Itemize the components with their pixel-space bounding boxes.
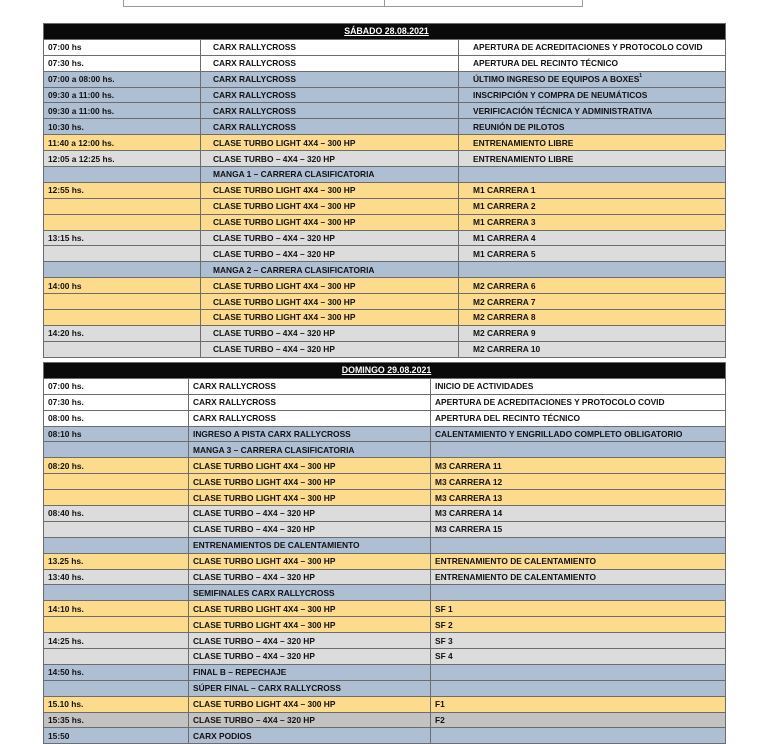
time-cell [44,294,201,310]
class-cell-text: CLASE TURBO LIGHT 4X4 – 300 HP [213,217,356,228]
event-cell-text: SF 1 [435,603,453,614]
day-header-row [44,24,726,40]
event-cell-text: APERTURA DE ACREDITACIONES Y PROTOCOLO COVID [473,42,703,53]
class-cell [189,458,431,474]
class-cell [189,728,431,744]
event-cell [431,458,726,474]
schedule-row [44,214,726,230]
class-cell [201,294,459,310]
event-cell-text: M2 CARRERA 6 [473,280,536,291]
event-cell [431,394,726,410]
event-cell [459,341,726,357]
class-cell-text: INGRESO A PISTA CARX RALLYCROSS [193,429,351,439]
event-cell-text: M1 CARRERA 1 [473,185,536,196]
schedule-row [44,537,726,553]
schedule-row [44,649,726,665]
sunday-schedule-table [43,362,726,744]
event-cell [459,246,726,262]
time-cell-text: 11:40 a 12:00 hs. [48,137,115,148]
time-cell [44,103,201,119]
time-cell [44,410,189,426]
time-cell-text: 13:40 hs. [48,572,84,583]
event-cell-text: M3 CARRERA 12 [435,476,503,487]
class-cell [189,696,431,712]
event-cell-text: F2 [435,715,445,726]
schedule-row [44,553,726,569]
class-cell-text: CLASE TURBO – 4X4 – 320 HP [193,715,315,726]
time-cell [44,617,189,633]
event-cell [459,151,726,167]
schedule-row [44,198,726,214]
class-cell-text: CARX RALLYCROSS [193,381,276,392]
time-cell [44,135,201,151]
time-cell-text: 14:25 hs. [48,635,84,646]
class-cell-text: CLASE TURBO – 4X4 – 320 HP [213,328,335,339]
class-cell [189,664,431,680]
class-cell-text: SEMIFINALES CARX RALLYCROSS [193,587,335,598]
event-cell-text: CALENTAMIENTO Y ENGRILLADO COMPLETO OBLIGATORIO [435,429,683,439]
schedule-row [44,55,726,71]
saturday-schedule-table [43,23,726,358]
class-cell [201,198,459,214]
class-cell-text: CLASE TURBO LIGHT 4X4 – 300 HP [193,556,336,567]
time-cell [44,728,189,744]
class-cell-text: CLASE TURBO LIGHT 4X4 – 300 HP [213,296,356,307]
class-cell-text: CLASE TURBO LIGHT 4X4 – 300 HP [193,619,336,630]
schedule-row [44,151,726,167]
schedule-row [44,341,726,357]
class-cell-text: CLASE TURBO LIGHT 4X4 – 300 HP [213,201,356,212]
time-cell [44,537,189,553]
event-cell [431,585,726,601]
schedule-row [44,71,726,87]
day-title: DOMINGO 29.08.2021 [44,363,726,379]
time-cell-text: 14:00 hs [48,280,82,291]
class-cell-text: MANGA 2 – CARRERA CLASIFICATORIA [213,264,375,275]
time-cell [44,506,189,522]
class-cell [189,585,431,601]
time-cell [44,119,201,135]
class-cell-text: CLASE TURBO – 4X4 – 320 HP [193,635,315,646]
event-cell [431,490,726,506]
time-cell [44,569,189,585]
class-cell [189,474,431,490]
schedule-row [44,262,726,278]
schedule-row [44,458,726,474]
class-cell-text: MANGA 1 – CARRERA CLASIFICATORIA [213,169,375,180]
time-cell [44,198,201,214]
schedule-row [44,585,726,601]
event-cell-text: M3 CARRERA 14 [435,508,503,519]
time-cell [44,442,189,458]
schedule-row [44,680,726,696]
event-cell-text: INSCRIPCIÓN Y COMPRA DE NEUMÁTICOS [473,90,648,100]
time-cell-text: 08:10 hs [48,429,82,439]
event-cell [431,696,726,712]
event-cell [459,103,726,119]
class-cell-text: CLASE TURBO LIGHT 4X4 – 300 HP [193,492,336,503]
schedule-row [44,394,726,410]
time-cell [44,601,189,617]
time-cell-text: 14:10 hs. [48,603,84,614]
schedule-row [44,278,726,294]
event-cell [431,474,726,490]
event-cell [431,680,726,696]
schedule-row [44,310,726,326]
schedule-row [44,617,726,633]
class-cell-text: CLASE TURBO LIGHT 4X4 – 300 HP [213,280,356,291]
class-cell-text: CLASE TURBO – 4X4 – 320 HP [193,508,315,519]
class-cell-text: CARX RALLYCROSS [213,90,296,100]
time-cell-text: 07:00 hs. [48,381,84,392]
class-cell-text: CLASE TURBO LIGHT 4X4 – 300 HP [213,137,356,148]
time-cell [44,230,201,246]
class-cell [201,310,459,326]
time-cell [44,151,201,167]
schedule-row [44,490,726,506]
event-cell-text: M3 CARRERA 13 [435,492,503,503]
event-cell [431,521,726,537]
class-cell [201,87,459,103]
time-cell-text: 07:00 a 08:00 hs. [48,74,115,85]
event-cell [431,537,726,553]
time-cell [44,426,189,442]
class-cell [201,278,459,294]
event-cell-text: ENTRENAMIENTO LIBRE [473,137,574,148]
time-cell [44,55,201,71]
schedule-row [44,569,726,585]
time-cell [44,262,201,278]
event-cell [431,728,726,744]
time-cell-text: 08:00 hs. [48,413,84,424]
class-cell [189,649,431,665]
class-cell [189,521,431,537]
event-cell [459,262,726,278]
class-cell-text: CARX RALLYCROSS [213,121,296,132]
event-cell [431,633,726,649]
event-cell [459,135,726,151]
time-cell-text: 15.10 hs. [48,699,84,710]
class-cell-text: CLASE TURBO – 4X4 – 320 HP [193,572,315,583]
event-cell [431,617,726,633]
class-cell [201,103,459,119]
schedule-row [44,325,726,341]
event-cell [431,664,726,680]
time-cell [44,246,201,262]
time-cell-text: 07:00 hs [48,42,82,53]
schedule-row [44,712,726,728]
class-cell [201,151,459,167]
schedule-row [44,521,726,537]
class-cell-text: CLASE TURBO – 4X4 – 320 HP [193,651,315,662]
event-cell [431,649,726,665]
class-cell-text: CLASE TURBO – 4X4 – 320 HP [193,524,315,535]
time-cell [44,474,189,490]
event-cell [459,119,726,135]
schedule-row [44,246,726,262]
time-cell [44,182,201,198]
footnote-marker: 1 [639,73,643,80]
time-cell [44,664,189,680]
event-cell [431,426,726,442]
event-cell [459,39,726,55]
class-cell-text: MANGA 3 – CARRERA CLASIFICATORIA [193,444,355,455]
schedule-row [44,167,726,183]
class-cell-text: CLASE TURBO LIGHT 4X4 – 300 HP [213,312,356,323]
schedule-row [44,696,726,712]
class-cell [201,262,459,278]
event-cell [431,569,726,585]
event-cell-text: M1 CARRERA 5 [473,248,536,259]
class-cell-text: CLASE TURBO LIGHT 4X4 – 300 HP [193,603,336,614]
class-cell [201,182,459,198]
event-cell [431,442,726,458]
schedule-row [44,378,726,394]
event-cell [431,712,726,728]
schedule-row [44,119,726,135]
day-header-row [44,363,726,379]
schedule-row [44,633,726,649]
time-cell-text: 12:55 hs. [48,185,84,196]
class-cell-text: CARX PODIOS [193,730,252,741]
time-cell [44,680,189,696]
event-cell-text: REUNIÓN DE PILOTOS [473,121,565,132]
event-cell-text: M2 CARRERA 10 [473,344,541,355]
time-cell [44,696,189,712]
time-cell [44,378,189,394]
schedule-row [44,182,726,198]
event-cell-text: SF 3 [435,635,453,646]
event-cell [431,553,726,569]
schedule-row [44,664,726,680]
class-cell-text: CLASE TURBO – 4X4 – 320 HP [213,248,335,259]
schedule-row [44,39,726,55]
time-cell-text: 14:50 hs. [48,667,84,678]
event-cell-text: M2 CARRERA 9 [473,328,536,339]
class-cell-text: CLASE TURBO LIGHT 4X4 – 300 HP [193,476,336,487]
time-cell [44,325,201,341]
event-cell-text: ENTRENAMIENTO DE CALENTAMIENTO [435,572,596,583]
time-cell [44,521,189,537]
class-cell [189,506,431,522]
schedule-row [44,87,726,103]
event-cell [431,506,726,522]
time-cell-text: 08:40 hs. [48,508,84,519]
event-cell [431,378,726,394]
event-cell-text: F1 [435,699,445,710]
time-cell-text: 13.25 hs. [48,556,84,567]
class-cell-text: CLASE TURBO – 4X4 – 320 HP [213,233,335,244]
event-cell-text: INICIO DE ACTIVIDADES [435,381,534,392]
event-cell [431,410,726,426]
event-cell [459,294,726,310]
event-cell-text: ENTRENAMIENTO DE CALENTAMIENTO [435,556,596,567]
class-cell [189,410,431,426]
event-cell [459,167,726,183]
class-cell [201,55,459,71]
time-cell [44,278,201,294]
schedule-row [44,135,726,151]
event-cell [459,182,726,198]
event-cell [459,87,726,103]
class-cell-text: FINAL B – REPECHAJE [193,667,287,678]
time-cell [44,394,189,410]
class-cell-text: CLASE TURBO LIGHT 4X4 – 300 HP [213,185,356,196]
time-cell [44,490,189,506]
time-cell-text: 12:05 a 12:25 hs. [48,153,115,164]
class-cell [189,537,431,553]
time-cell [44,71,201,87]
schedule-row [44,728,726,744]
class-cell [201,71,459,87]
event-cell [459,310,726,326]
schedule-row [44,294,726,310]
time-cell-text: 09:30 a 11:00 hs. [48,90,115,100]
time-cell [44,214,201,230]
class-cell [201,341,459,357]
class-cell-text: ENTRENAMIENTOS DE CALENTAMIENTO [193,540,360,551]
event-cell [459,55,726,71]
class-cell [189,378,431,394]
time-cell [44,649,189,665]
event-cell-text: M1 CARRERA 3 [473,217,536,228]
class-cell [189,490,431,506]
class-cell [201,230,459,246]
time-cell-text: 09:30 a 11:00 hs. [48,105,115,116]
time-cell-text: 07:30 hs. [48,58,84,69]
schedule-row [44,410,726,426]
class-cell [189,601,431,617]
class-cell [189,617,431,633]
class-cell [189,712,431,728]
class-cell-text: CLASE TURBO LIGHT 4X4 – 300 HP [193,460,336,471]
class-cell [201,119,459,135]
time-cell [44,39,201,55]
time-cell-text: 15:35 hs. [48,715,84,726]
event-cell-text: SF 4 [435,651,453,662]
time-cell [44,553,189,569]
event-cell [459,278,726,294]
day-title: SÁBADO 28.08.2021 [44,24,726,40]
event-cell-text: APERTURA DE ACREDITACIONES Y PROTOCOLO COVID [435,397,665,408]
event-cell [459,214,726,230]
time-cell-text: 07:30 hs. [48,397,84,408]
event-cell [459,71,726,87]
schedule-row [44,103,726,119]
schedule-row [44,230,726,246]
class-cell [201,246,459,262]
class-cell-text: CARX RALLYCROSS [193,397,276,408]
time-cell [44,633,189,649]
schedule-row [44,474,726,490]
schedule-row [44,426,726,442]
time-cell [44,585,189,601]
class-cell [189,680,431,696]
event-cell-text: M2 CARRERA 7 [473,296,536,307]
event-cell [459,325,726,341]
schedule-row [44,506,726,522]
class-cell [189,553,431,569]
class-cell-text: CARX RALLYCROSS [193,413,276,424]
event-cell [459,198,726,214]
class-cell-text: CLASE TURBO – 4X4 – 320 HP [213,344,335,355]
time-cell [44,458,189,474]
time-cell-text: 15:50 [48,730,70,741]
class-cell [189,394,431,410]
class-cell-text: CARX RALLYCROSS [213,105,296,116]
time-cell [44,341,201,357]
event-cell-text: M3 CARRERA 15 [435,524,503,535]
time-cell-text: 14:20 hs. [48,328,84,339]
class-cell-text: CARX RALLYCROSS [213,58,296,69]
class-cell [189,569,431,585]
schedule-row [44,601,726,617]
time-cell [44,167,201,183]
class-cell-text: CARX RALLYCROSS [213,74,296,85]
class-cell [189,633,431,649]
event-cell-text: M3 CARRERA 11 [435,460,502,471]
event-cell-text: M1 CARRERA 4 [473,233,536,244]
time-cell [44,87,201,103]
event-cell-text: APERTURA DEL RECINTO TÉCNICO [473,58,619,69]
class-cell-text: CARX RALLYCROSS [213,42,296,53]
event-cell-text: SF 2 [435,619,453,630]
top-table-fragment [123,0,583,7]
class-cell [189,426,431,442]
class-cell-text: SÚPER FINAL – CARX RALLYCROSS [193,683,341,694]
class-cell [201,325,459,341]
class-cell [201,39,459,55]
time-cell-text: 10:30 hs. [48,121,84,132]
event-cell-text: VERIFICACIÓN TÉCNICA Y ADMINISTRATIVA [473,105,653,116]
event-cell [459,230,726,246]
class-cell [201,214,459,230]
time-cell-text: 08:20 hs. [48,460,84,471]
class-cell-text: CLASE TURBO LIGHT 4X4 – 300 HP [193,699,336,710]
schedule-row [44,442,726,458]
event-cell-text: M1 CARRERA 2 [473,201,536,212]
class-cell-text: CLASE TURBO – 4X4 – 320 HP [213,153,335,164]
event-cell-text: ENTRENAMIENTO LIBRE [473,153,574,164]
event-cell-text: ÚLTIMO INGRESO DE EQUIPOS A BOXES [473,74,640,85]
class-cell [201,135,459,151]
time-cell [44,712,189,728]
event-cell-text: APERTURA DEL RECINTO TÉCNICO [435,413,581,424]
class-cell [201,167,459,183]
event-cell-text: M2 CARRERA 8 [473,312,536,323]
time-cell-text: 13:15 hs. [48,233,84,244]
class-cell [189,442,431,458]
event-cell [431,601,726,617]
time-cell [44,310,201,326]
